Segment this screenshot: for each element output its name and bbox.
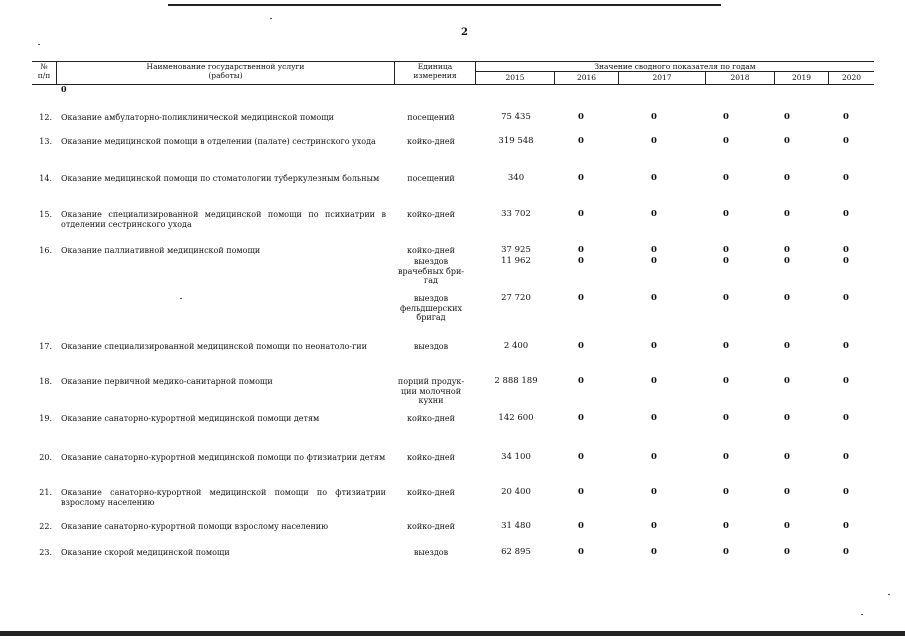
row-number: 22.: [39, 522, 52, 531]
years-divider: [475, 71, 874, 72]
value-2019: 0: [784, 452, 790, 462]
value-2017: 0: [651, 209, 657, 219]
value-2019: 0: [784, 112, 790, 122]
value-2018: 0: [723, 293, 729, 303]
value-2015: 33 702: [501, 209, 531, 219]
value-2019: 0: [784, 245, 790, 255]
value-2015: 75 435: [501, 112, 531, 122]
value-2015: 37 925: [501, 245, 531, 255]
value-2016: 0: [578, 136, 584, 146]
service-name: Оказание медицинской помощи в отделении (палате) сестринского ухода: [61, 137, 376, 146]
value-2018: 0: [723, 256, 729, 266]
row-number: 14.: [39, 174, 52, 183]
unit-of-measure: выездов врачебных бри-гад: [398, 257, 464, 285]
value-2020: 0: [843, 256, 849, 266]
unit-of-measure: койко-дней: [407, 210, 455, 219]
value-2016: 0: [578, 173, 584, 183]
value-2015: 62 895: [501, 547, 531, 557]
value-2019: 0: [784, 376, 790, 386]
header-year: 2019: [791, 73, 812, 82]
header-year: 2018: [730, 73, 750, 82]
value-2015: 20 400: [501, 487, 531, 497]
service-name: Оказание первичной медико-санитарной помощи: [61, 377, 273, 386]
value-2017: 0: [651, 136, 657, 146]
value-2020: 0: [843, 112, 849, 122]
value-2018: 0: [723, 209, 729, 219]
value-2016: 0: [578, 547, 584, 557]
value-2019: 0: [784, 293, 790, 303]
value-2019: 0: [784, 209, 790, 219]
service-name: Оказание медицинской помощи по стоматологии туберкулезным больным: [61, 174, 380, 183]
page-number: 2: [461, 27, 468, 38]
value-2018: 0: [723, 173, 729, 183]
header-year: 2016: [576, 73, 597, 82]
value-2017: 0: [651, 376, 657, 386]
unit-of-measure: посещений: [407, 113, 455, 122]
value-2018: 0: [723, 341, 729, 351]
value-2017: 0: [651, 487, 657, 497]
value-2015: 2 888 189: [494, 376, 538, 386]
service-name: Оказание санаторно-курортной медицинской помощи детям: [61, 414, 320, 423]
unit-of-measure: выездов: [413, 548, 449, 557]
header-number: № п/п: [37, 62, 51, 80]
scan-speck: [861, 614, 863, 615]
header-service-name: Наименование государственной услуги (работы): [146, 62, 305, 80]
value-2016: 0: [578, 487, 584, 497]
value-2020: 0: [843, 413, 849, 423]
unit-of-measure: порций продук-ции молочной кухни: [397, 377, 465, 405]
value-2019: 0: [784, 487, 790, 497]
unit-of-measure: выездов: [413, 342, 449, 351]
value-2017: 0: [651, 245, 657, 255]
scan-speck: [270, 18, 272, 19]
value-2020: 0: [843, 209, 849, 219]
service-name: Оказание специализированной медицинской помощи по неонатоло-гии: [61, 342, 367, 351]
value-2017: 0: [651, 256, 657, 266]
value-2020: 0: [843, 521, 849, 531]
value-2016: 0: [578, 413, 584, 423]
value-2019: 0: [784, 136, 790, 146]
value-2017: 0: [651, 173, 657, 183]
value-2019: 0: [784, 341, 790, 351]
value-2020: 0: [843, 376, 849, 386]
unit-of-measure: выездов фельдшерских бригад: [400, 294, 462, 322]
value-2019: 0: [784, 521, 790, 531]
value-2020: 0: [843, 245, 849, 255]
unit-of-measure: койко-дней: [407, 488, 455, 497]
header-year: 2020: [841, 73, 862, 82]
header-unit: Единица измерения: [413, 62, 457, 80]
value-2015: 27 720: [501, 293, 531, 303]
value-2019: 0: [784, 413, 790, 423]
value-2018: 0: [723, 521, 729, 531]
value-2016: 0: [578, 376, 584, 386]
service-name: Оказание санаторно-курортной помощи взрослому населению: [61, 522, 329, 531]
value-2020: 0: [843, 173, 849, 183]
value-2017: 0: [651, 452, 657, 462]
value-2019: 0: [784, 173, 790, 183]
value-2018: 0: [723, 376, 729, 386]
value-2015: 34 100: [501, 452, 531, 462]
value-2015: 31 480: [501, 521, 531, 531]
value-2020: 0: [843, 293, 849, 303]
header-year: 2015: [505, 73, 525, 82]
continuation-marker: 0: [61, 84, 67, 94]
scan-speck: [38, 44, 40, 45]
value-2015: 319 548: [498, 136, 534, 146]
value-2018: 0: [723, 547, 729, 557]
value-2017: 0: [651, 341, 657, 351]
value-2020: 0: [843, 487, 849, 497]
service-name: Оказание паллиативной медицинской помощи: [61, 246, 261, 255]
header-bottom-border: [32, 84, 874, 85]
value-2015: 340: [507, 173, 525, 183]
value-2017: 0: [651, 293, 657, 303]
value-2019: 0: [784, 256, 790, 266]
value-2020: 0: [843, 547, 849, 557]
value-2015: 142 600: [498, 413, 534, 423]
value-2016: 0: [578, 245, 584, 255]
row-number: 21.: [39, 488, 52, 497]
value-2017: 0: [651, 521, 657, 531]
value-2016: 0: [578, 293, 584, 303]
value-2017: 0: [651, 547, 657, 557]
header-values-title: Значение сводного показателя по годам: [594, 62, 756, 71]
row-number: 19.: [39, 414, 52, 423]
bottom-rule: [0, 631, 905, 636]
service-name: Оказание скорой медицинской помощи: [61, 548, 230, 557]
value-2015: 11 962: [501, 256, 531, 266]
unit-of-measure: койко-дней: [407, 453, 455, 462]
value-2020: 0: [843, 136, 849, 146]
value-2018: 0: [723, 245, 729, 255]
unit-of-measure: койко-дней: [407, 137, 455, 146]
row-number: 23.: [39, 548, 52, 557]
value-2018: 0: [723, 112, 729, 122]
value-2016: 0: [578, 112, 584, 122]
row-number: 18.: [39, 377, 52, 386]
value-2016: 0: [578, 256, 584, 266]
header-year: 2017: [652, 73, 672, 82]
top-rule: [168, 4, 721, 6]
row-number: 13.: [39, 137, 52, 146]
value-2018: 0: [723, 413, 729, 423]
unit-of-measure: койко-дней: [407, 414, 455, 423]
value-2018: 0: [723, 487, 729, 497]
value-2016: 0: [578, 341, 584, 351]
value-2019: 0: [784, 547, 790, 557]
row-number: 12.: [39, 113, 52, 122]
service-name: Оказание специализированной медицинской помощи по психиатрии в отделении сестринского ухода: [61, 210, 386, 229]
row-number: 16.: [39, 246, 52, 255]
value-2017: 0: [651, 413, 657, 423]
scan-speck: [888, 594, 890, 595]
row-number: 20.: [39, 453, 52, 462]
service-name: Оказание санаторно-курортной медицинской помощи по фтизиатрии взрослому населению: [61, 488, 386, 507]
row-number: 17.: [39, 342, 52, 351]
value-2020: 0: [843, 341, 849, 351]
unit-of-measure: койко-дней: [407, 246, 455, 255]
value-2018: 0: [723, 136, 729, 146]
scan-speck: [180, 298, 182, 299]
value-2020: 0: [843, 452, 849, 462]
service-name: Оказание амбулаторно-поликлинической медицинской помощи: [61, 113, 334, 122]
value-2015: 2 400: [503, 341, 529, 351]
row-number: 15.: [39, 210, 52, 219]
value-2017: 0: [651, 112, 657, 122]
value-2018: 0: [723, 452, 729, 462]
unit-of-measure: посещений: [407, 174, 455, 183]
value-2016: 0: [578, 521, 584, 531]
unit-of-measure: койко-дней: [407, 522, 455, 531]
service-name: Оказание санаторно-курортной медицинской помощи по фтизиатрии детям: [61, 453, 386, 462]
value-2016: 0: [578, 209, 584, 219]
value-2016: 0: [578, 452, 584, 462]
